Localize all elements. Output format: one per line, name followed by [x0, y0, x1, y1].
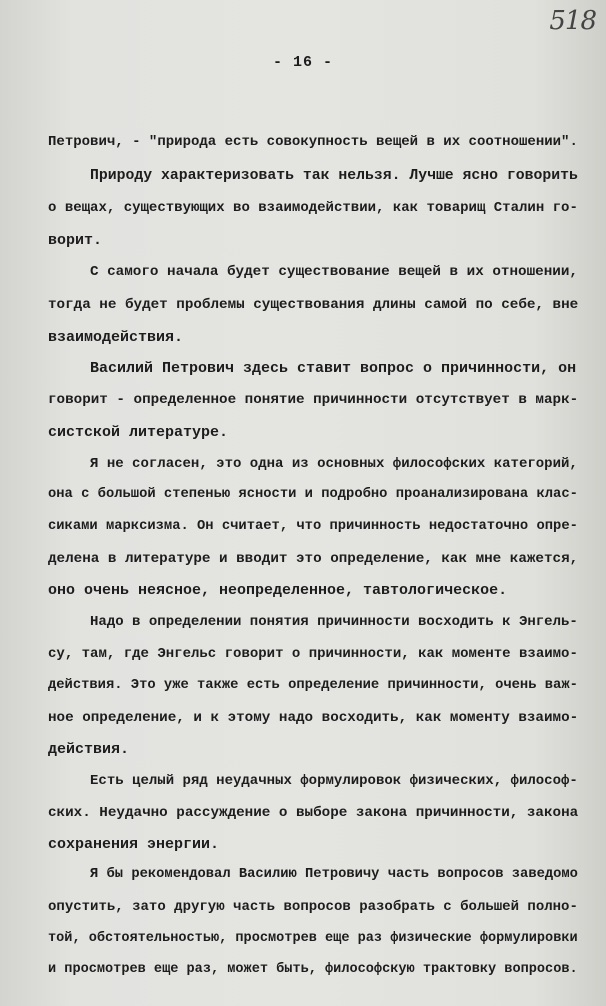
- archive-page-number: 518: [549, 6, 596, 36]
- text-line: ворит.: [48, 232, 103, 249]
- text-line: Я бы рекомендовал Василию Петровичу часть вопросов заведомо: [90, 867, 578, 882]
- text-line: Природу характеризовать так нельзя. Лучше ясно говорить: [90, 168, 578, 184]
- text-line: ских. Неудачно рассуждение о выборе закона причинности, закона: [48, 805, 578, 821]
- text-line: Я не согласен, это одна из основных философских категорий,: [90, 456, 578, 472]
- text-line: делена в литературе и вводит это определение, как мне кажется,: [48, 551, 578, 567]
- text-line: действия. Это уже также есть определение причинности, очень важ-: [48, 678, 578, 693]
- text-line: говорит - определенное понятие причинности отсутствует в марк-: [48, 392, 578, 408]
- text-line: ное определение, и к этому надо восходить, как моменту взаимо-: [48, 710, 578, 726]
- text-line: той, обстоятельностью, просмотрев еще раз физические формулировки: [48, 931, 578, 946]
- text-line: систской литературе.: [48, 424, 229, 441]
- text-line: тогда не будет проблемы существования длины самой по себе, вне: [48, 297, 578, 313]
- text-line: Петрович, - "природа есть совокупность вещей в их соотношении".: [48, 134, 578, 150]
- text-line: и просмотрев еще раз, может быть, философскую трактовку вопросов.: [48, 962, 578, 977]
- text-line: сохранения энергии.: [48, 836, 220, 853]
- text-line: Надо в определении понятия причинности восходить к Энгель-: [90, 614, 578, 630]
- text-line: взаимодействия.: [48, 329, 184, 346]
- text-line: су, там, где Энгельс говорит о причинности, как моменте взаимо-: [48, 646, 578, 662]
- text-line: она с большой степенью ясности и подробно проанализирована клас-: [48, 487, 578, 502]
- page-number: - 16 -: [272, 54, 333, 71]
- text-line: о вещах, существующих во взаимодействии, как товарищ Сталин го-: [48, 200, 578, 216]
- text-line: сиками марксизма. Он считает, что причинность недостаточно опре-: [48, 519, 578, 534]
- text-line: действия.: [48, 741, 130, 758]
- text-line: Есть целый ряд неудачных формулировок физических, философ-: [90, 773, 578, 789]
- text-line: оно очень неясное, неопределенное, тавтологическое.: [48, 582, 508, 599]
- text-line: Василий Петрович здесь ставит вопрос о причинности, он: [90, 360, 577, 377]
- text-line: опустить, зато другую часть вопросов разобрать с большей полно-: [48, 899, 578, 915]
- text-line: С самого начала будет существование вещей в их отношении,: [90, 264, 578, 280]
